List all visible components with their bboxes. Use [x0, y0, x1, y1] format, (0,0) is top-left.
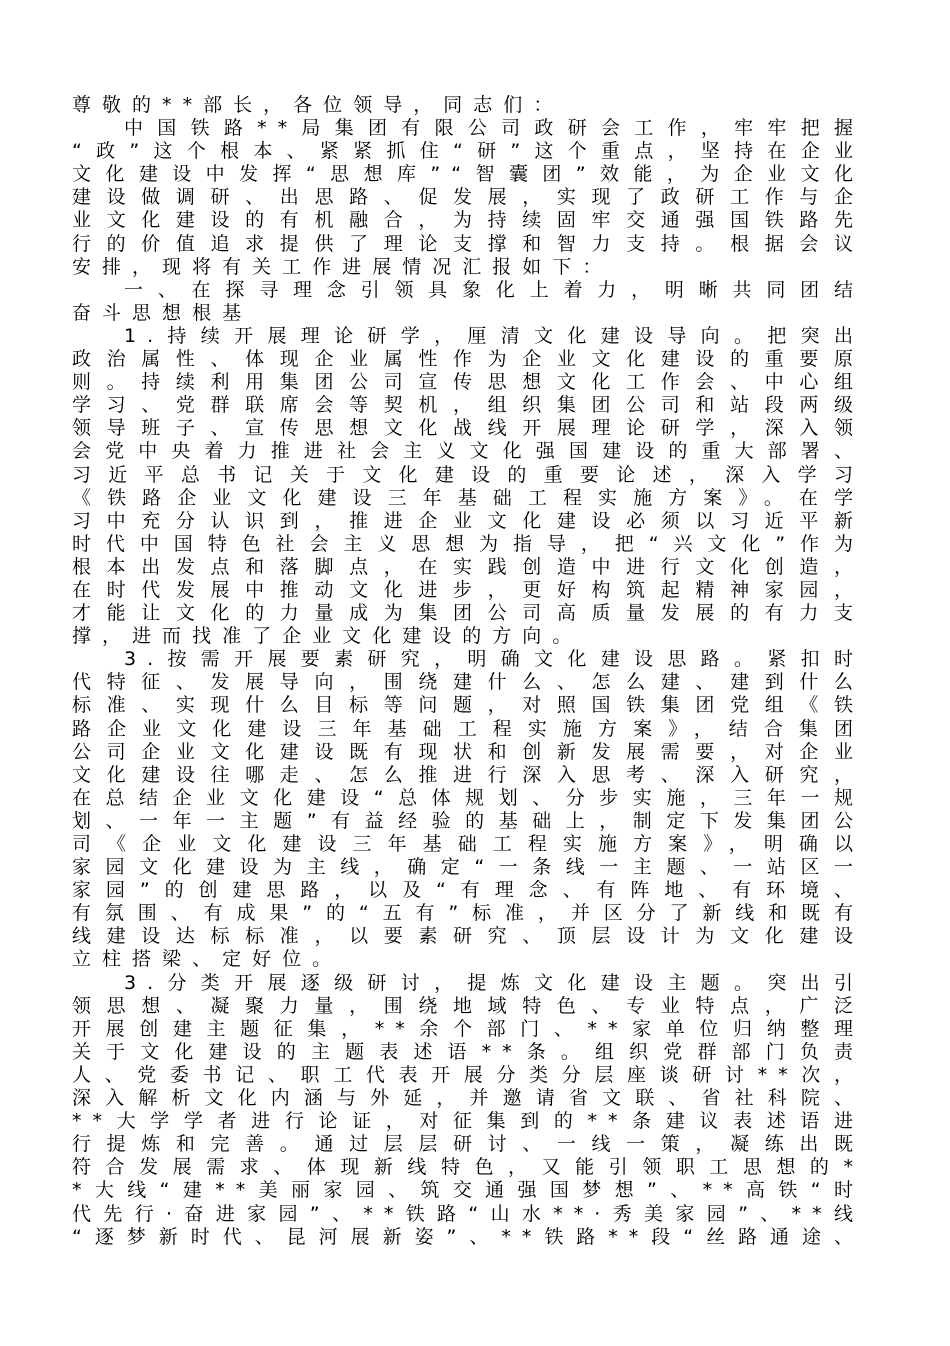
text-line: 代特征、发展导向，围绕建什么、怎么建、建到什么 — [72, 671, 864, 694]
text-line: 代先行·奋进家园”、**铁路“山水**·秀美家园”、**线 — [72, 1202, 864, 1225]
text-line: *大线“建**美丽家园、筑交通强国梦想”、**高铁“时 — [72, 1179, 864, 1202]
text-line: 《铁路企业文化建设三年基础工程实施方案》。在学 — [72, 486, 864, 509]
text-line: 根本出发点和落脚点，在实践创造中进行文化创造， — [72, 555, 864, 578]
text-line: 行的价值追求提供了理论支撑和智力支持。根据会议 — [72, 232, 864, 255]
text-line: 奋斗思想根基 — [72, 301, 253, 324]
text-line: 才能让文化的力量成为集团公司高质量发展的有力支 — [72, 602, 864, 625]
text-line: 业文化建设的有机融合，为持续固牢交通强国铁路先 — [72, 209, 864, 232]
text-line: 人、党委书记、职工代表开展分类分层座谈研讨**次， — [72, 1063, 864, 1086]
text-line: 领思想、凝聚力量，围绕地域特色、专业特点，广泛 — [72, 994, 864, 1017]
text-line: 领导班子、宣传思想文化战线开展理论研学，深入领 — [72, 417, 864, 440]
text-line: 一、在探寻理念引领具象化上着力，明晰共同团结 — [124, 278, 864, 301]
text-line: 则。持续利用集团公司宣传思想文化工作会、中心组 — [72, 371, 864, 394]
text-line: 行提炼和完善。通过层层研讨、一线一策，凝练出既 — [72, 1133, 864, 1156]
text-line: 学习、党群联席会等契机，组织集团公司和站段两级 — [72, 394, 864, 417]
text-line: 公司企业文化建设既有现状和创新发展需要，对企业 — [72, 740, 864, 763]
text-line: **大学学者进行论证，对征集到的**条建议表述语进 — [72, 1110, 864, 1133]
text-line: 3.按需开展要素研究，明确文化建设思路。紧扣时 — [124, 648, 864, 671]
text-line: 1.持续开展理论研学，厘清文化建设导向。把突出 — [124, 324, 864, 347]
text-line: 立柱搭梁、定好位。 — [72, 948, 343, 971]
text-line: 尊敬的**部长，各位领导，同志们： — [72, 94, 564, 116]
text-line: 开展创建主题征集，**余个部门、**家单位归纳整理 — [72, 1017, 864, 1040]
text-line: 家园文化建设为主线，确定“一条线一主题、一站区一 — [72, 856, 864, 879]
text-line: “逐梦新时代、昆河展新姿”、**铁路**段“丝路通途、 — [72, 1225, 864, 1248]
text-line: 安排，现将有关工作进展情况汇报如下： — [72, 255, 613, 278]
text-line: 建设做调研、出思路、促发展，实现了政研工作与企 — [72, 186, 864, 209]
text-line: 习近平总书记关于文化建设的重要论述，深入学习 — [72, 463, 864, 486]
text-line: 3.分类开展逐级研讨，提炼文化建设主题。突出引 — [124, 971, 864, 994]
text-line: 符合发展需求、体现新线特色，又能引领职工思想的* — [72, 1156, 864, 1179]
text-line: 文化建设往哪走、怎么推进行深入思考、深入研究， — [72, 763, 864, 786]
text-line: 在总结企业文化建设“总体规划、分步实施，三年一规 — [72, 786, 864, 809]
text-line: 在时代发展中推动文化进步，更好构筑起精神家园， — [72, 578, 864, 601]
text-line: 标准、实现什么目标等问题，对照国铁集团党组《铁 — [72, 694, 864, 717]
text-line: 撑，进而找准了企业文化建设的方向。 — [72, 625, 583, 648]
text-line: “政”这个根本、紧紧抓住“研”这个重点，坚持在企业 — [72, 140, 864, 163]
text-line: 中国铁路**局集团有限公司政研会工作，牢牢把握 — [124, 117, 864, 140]
text-line: 关于文化建设的主题表述语**条。组织党群部门负责 — [72, 1040, 864, 1063]
text-line: 划、一年一主题”有益经验的基础上，制定下发集团公 — [72, 809, 864, 832]
document-body — [72, 94, 864, 1249]
text-line: 路企业文化建设三年基础工程实施方案》，结合集团 — [72, 717, 864, 740]
text-line: 政治属性、体现企业属性作为企业文化建设的重要原 — [72, 348, 864, 371]
text-line: 司《企业文化建设三年基础工程实施方案》，明确以 — [72, 833, 864, 855]
text-line: 线建设达标标准，以要素研究、顶层设计为文化建设 — [72, 925, 864, 948]
text-line: 有氛围、有成果”的“五有”标准，并区分了新线和既有 — [72, 902, 864, 925]
text-line: 深入解析文化内涵与外延，并邀请省文联、省社科院、 — [72, 1087, 864, 1110]
text-line: 习中充分认识到，推进企业文化建设必须以习近平新 — [72, 509, 864, 532]
text-line: 时代中国特色社会主义思想为指导，把“兴文化”作为 — [72, 532, 864, 555]
text-line: 文化建设中发挥“思想库”“智囊团”效能，为企业文化 — [72, 163, 864, 186]
text-line: 家园”的创建思路，以及“有理念、有阵地、有环境、 — [72, 879, 864, 902]
text-line: 会党中央着力推进社会主义文化强国建设的重大部署、 — [72, 440, 864, 463]
